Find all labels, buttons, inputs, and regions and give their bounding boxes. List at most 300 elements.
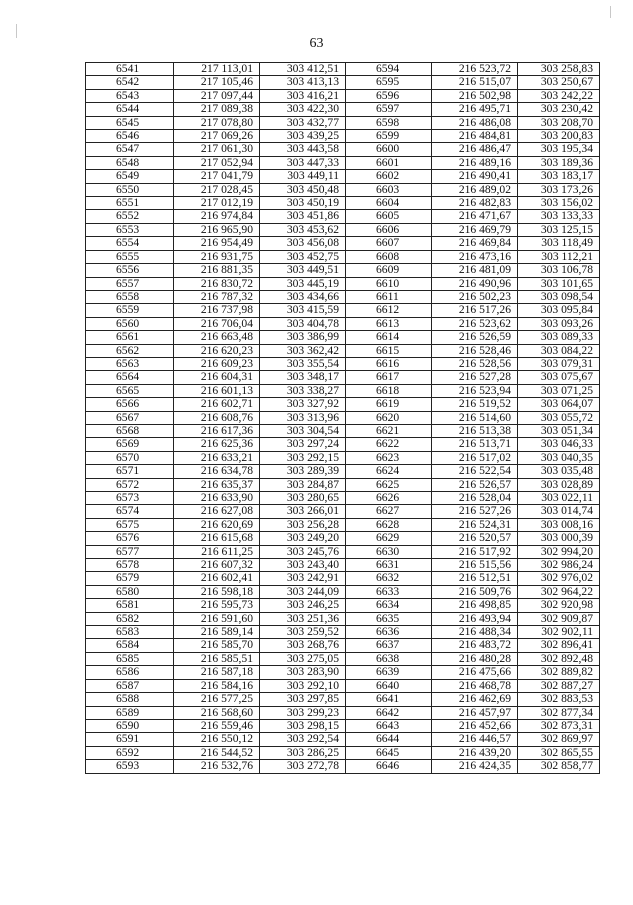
- y-coordinate-cell: 303 304,54: [260, 424, 346, 437]
- y-coordinate-cell: 303 412,51: [260, 63, 346, 76]
- x-coordinate-cell: 216 524,31: [432, 518, 518, 531]
- point-number-cell: 6560: [86, 317, 174, 330]
- x-coordinate-cell: 216 495,71: [432, 103, 518, 116]
- y-coordinate-cell: 303 245,76: [260, 545, 346, 558]
- point-number-cell: 6632: [346, 572, 432, 585]
- point-number-cell: 6572: [86, 478, 174, 491]
- y-coordinate-cell: 302 869,97: [518, 733, 600, 746]
- x-coordinate-cell: 216 532,76: [174, 760, 260, 773]
- table-row: [86, 532, 600, 545]
- x-coordinate-cell: 216 601,13: [174, 384, 260, 397]
- y-coordinate-cell: 303 040,35: [518, 451, 600, 464]
- point-number-cell: 6641: [346, 693, 432, 706]
- x-coordinate-cell: 216 663,48: [174, 331, 260, 344]
- page-number: 63: [309, 36, 324, 51]
- point-number-cell: 6555: [86, 250, 174, 263]
- x-coordinate-cell: 216 462,69: [432, 693, 518, 706]
- point-number-cell: 6564: [86, 371, 174, 384]
- point-number-cell: 6637: [346, 639, 432, 652]
- point-number-cell: 6621: [346, 424, 432, 437]
- y-coordinate-cell: 303 118,49: [518, 237, 600, 250]
- point-number-cell: 6618: [346, 384, 432, 397]
- point-number-cell: 6549: [86, 170, 174, 183]
- y-coordinate-cell: 303 432,77: [260, 116, 346, 129]
- point-number-cell: 6583: [86, 626, 174, 639]
- x-coordinate-cell: 216 513,38: [432, 424, 518, 437]
- point-number-cell: 6595: [346, 76, 432, 89]
- x-coordinate-cell: 216 502,98: [432, 89, 518, 102]
- y-coordinate-cell: 303 298,15: [260, 719, 346, 732]
- table-row: [86, 599, 600, 612]
- x-coordinate-cell: 216 608,76: [174, 411, 260, 424]
- point-number-cell: 6587: [86, 679, 174, 692]
- x-coordinate-cell: 216 498,85: [432, 599, 518, 612]
- point-number-cell: 6644: [346, 733, 432, 746]
- y-coordinate-cell: 303 289,39: [260, 465, 346, 478]
- point-number-cell: 6640: [346, 679, 432, 692]
- table-row: [86, 63, 600, 76]
- y-coordinate-cell: 303 189,36: [518, 156, 600, 169]
- x-coordinate-cell: 216 954,49: [174, 237, 260, 250]
- x-coordinate-cell: 216 974,84: [174, 210, 260, 223]
- table-row: [86, 304, 600, 317]
- y-coordinate-cell: 302 986,24: [518, 559, 600, 572]
- y-coordinate-cell: 303 445,19: [260, 277, 346, 290]
- y-coordinate-cell: 303 327,92: [260, 398, 346, 411]
- y-coordinate-cell: 303 453,62: [260, 223, 346, 236]
- y-coordinate-cell: 303 208,70: [518, 116, 600, 129]
- point-number-cell: 6626: [346, 492, 432, 505]
- x-coordinate-cell: 216 526,59: [432, 331, 518, 344]
- y-coordinate-cell: 303 051,34: [518, 424, 600, 437]
- y-coordinate-cell: 303 434,66: [260, 290, 346, 303]
- point-number-cell: 6608: [346, 250, 432, 263]
- x-coordinate-cell: 216 595,73: [174, 599, 260, 612]
- point-number-cell: 6570: [86, 451, 174, 464]
- x-coordinate-cell: 216 523,62: [432, 317, 518, 330]
- x-coordinate-cell: 216 544,52: [174, 746, 260, 759]
- y-coordinate-cell: 303 125,15: [518, 223, 600, 236]
- y-coordinate-cell: 303 183,17: [518, 170, 600, 183]
- table-row: [86, 545, 600, 558]
- y-coordinate-cell: 303 095,84: [518, 304, 600, 317]
- point-number-cell: 6636: [346, 626, 432, 639]
- table-row: [86, 465, 600, 478]
- x-coordinate-cell: 216 469,84: [432, 237, 518, 250]
- y-coordinate-cell: 303 028,89: [518, 478, 600, 491]
- x-coordinate-cell: 216 483,72: [432, 639, 518, 652]
- x-coordinate-cell: 216 481,09: [432, 264, 518, 277]
- point-number-cell: 6635: [346, 612, 432, 625]
- table-row: [86, 505, 600, 518]
- table-row: [86, 76, 600, 89]
- x-coordinate-cell: 216 881,35: [174, 264, 260, 277]
- table-row: [86, 317, 600, 330]
- table-row: [86, 719, 600, 732]
- y-coordinate-cell: 302 976,02: [518, 572, 600, 585]
- x-coordinate-cell: 216 587,18: [174, 666, 260, 679]
- y-coordinate-cell: 302 896,41: [518, 639, 600, 652]
- x-coordinate-cell: 216 528,56: [432, 357, 518, 370]
- point-number-cell: 6581: [86, 599, 174, 612]
- y-coordinate-cell: 302 994,20: [518, 545, 600, 558]
- scan-mark: [610, 6, 611, 18]
- x-coordinate-cell: 216 589,14: [174, 626, 260, 639]
- x-coordinate-cell: 217 012,19: [174, 197, 260, 210]
- y-coordinate-cell: 303 156,02: [518, 197, 600, 210]
- table-row: [86, 210, 600, 223]
- y-coordinate-cell: 303 447,33: [260, 156, 346, 169]
- y-coordinate-cell: 303 449,51: [260, 264, 346, 277]
- point-number-cell: 6574: [86, 505, 174, 518]
- table-row: [86, 344, 600, 357]
- point-number-cell: 6585: [86, 652, 174, 665]
- x-coordinate-cell: 216 625,36: [174, 438, 260, 451]
- point-number-cell: 6561: [86, 331, 174, 344]
- x-coordinate-cell: 216 519,52: [432, 398, 518, 411]
- y-coordinate-cell: 303 272,78: [260, 760, 346, 773]
- point-number-cell: 6590: [86, 719, 174, 732]
- x-coordinate-cell: 216 512,51: [432, 572, 518, 585]
- x-coordinate-cell: 216 484,81: [432, 130, 518, 143]
- point-number-cell: 6603: [346, 183, 432, 196]
- y-coordinate-cell: 303 098,54: [518, 290, 600, 303]
- y-coordinate-cell: 303 022,11: [518, 492, 600, 505]
- y-coordinate-cell: 303 101,65: [518, 277, 600, 290]
- y-coordinate-cell: 303 449,11: [260, 170, 346, 183]
- y-coordinate-cell: 303 251,36: [260, 612, 346, 625]
- x-coordinate-cell: 217 028,45: [174, 183, 260, 196]
- table-row: [86, 116, 600, 129]
- x-coordinate-cell: 216 615,68: [174, 532, 260, 545]
- y-coordinate-cell: 303 416,21: [260, 89, 346, 102]
- x-coordinate-cell: 216 509,76: [432, 585, 518, 598]
- x-coordinate-cell: 217 105,46: [174, 76, 260, 89]
- table-row: [86, 760, 600, 773]
- y-coordinate-cell: 303 046,33: [518, 438, 600, 451]
- x-coordinate-cell: 216 473,16: [432, 250, 518, 263]
- x-coordinate-cell: 216 591,60: [174, 612, 260, 625]
- y-coordinate-cell: 303 242,91: [260, 572, 346, 585]
- x-coordinate-cell: 216 439,20: [432, 746, 518, 759]
- point-number-cell: 6639: [346, 666, 432, 679]
- point-number-cell: 6620: [346, 411, 432, 424]
- x-coordinate-cell: 216 611,25: [174, 545, 260, 558]
- table-row: [86, 237, 600, 250]
- y-coordinate-cell: 303 089,33: [518, 331, 600, 344]
- table-row: [86, 89, 600, 102]
- x-coordinate-cell: 216 602,41: [174, 572, 260, 585]
- x-coordinate-cell: 216 502,23: [432, 290, 518, 303]
- table-row: [86, 290, 600, 303]
- point-number-cell: 6542: [86, 76, 174, 89]
- point-number-cell: 6558: [86, 290, 174, 303]
- x-coordinate-cell: 216 528,46: [432, 344, 518, 357]
- x-coordinate-cell: 217 061,30: [174, 143, 260, 156]
- y-coordinate-cell: 303 200,83: [518, 130, 600, 143]
- x-coordinate-cell: 216 522,54: [432, 465, 518, 478]
- y-coordinate-cell: 303 250,67: [518, 76, 600, 89]
- point-number-cell: 6643: [346, 719, 432, 732]
- point-number-cell: 6571: [86, 465, 174, 478]
- y-coordinate-cell: 303 071,25: [518, 384, 600, 397]
- y-coordinate-cell: 303 275,05: [260, 652, 346, 665]
- point-number-cell: 6625: [346, 478, 432, 491]
- table-row: [86, 103, 600, 116]
- point-number-cell: 6634: [346, 599, 432, 612]
- y-coordinate-cell: 303 112,21: [518, 250, 600, 263]
- point-number-cell: 6615: [346, 344, 432, 357]
- point-number-cell: 6623: [346, 451, 432, 464]
- point-number-cell: 6646: [346, 760, 432, 773]
- y-coordinate-cell: 303 355,54: [260, 357, 346, 370]
- y-coordinate-cell: 303 313,96: [260, 411, 346, 424]
- x-coordinate-cell: 216 475,66: [432, 666, 518, 679]
- point-number-cell: 6645: [346, 746, 432, 759]
- point-number-cell: 6577: [86, 545, 174, 558]
- x-coordinate-cell: 216 513,71: [432, 438, 518, 451]
- table-row: [86, 652, 600, 665]
- y-coordinate-cell: 303 292,54: [260, 733, 346, 746]
- table-row: [86, 693, 600, 706]
- x-coordinate-cell: 216 787,32: [174, 290, 260, 303]
- point-number-cell: 6599: [346, 130, 432, 143]
- x-coordinate-cell: 216 452,66: [432, 719, 518, 732]
- point-number-cell: 6591: [86, 733, 174, 746]
- point-number-cell: 6630: [346, 545, 432, 558]
- point-number-cell: 6614: [346, 331, 432, 344]
- x-coordinate-cell: 216 446,57: [432, 733, 518, 746]
- table-row: [86, 156, 600, 169]
- table-row: [86, 706, 600, 719]
- point-number-cell: 6609: [346, 264, 432, 277]
- point-number-cell: 6554: [86, 237, 174, 250]
- table-row: [86, 451, 600, 464]
- point-number-cell: 6573: [86, 492, 174, 505]
- table-row: [86, 223, 600, 236]
- y-coordinate-cell: 303 000,39: [518, 532, 600, 545]
- x-coordinate-cell: 216 526,57: [432, 478, 518, 491]
- point-number-cell: 6598: [346, 116, 432, 129]
- point-number-cell: 6588: [86, 693, 174, 706]
- y-coordinate-cell: 303 246,25: [260, 599, 346, 612]
- point-number-cell: 6642: [346, 706, 432, 719]
- point-number-cell: 6580: [86, 585, 174, 598]
- point-number-cell: 6576: [86, 532, 174, 545]
- point-number-cell: 6628: [346, 518, 432, 531]
- x-coordinate-cell: 216 514,60: [432, 411, 518, 424]
- y-coordinate-cell: 303 106,78: [518, 264, 600, 277]
- y-coordinate-cell: 303 084,22: [518, 344, 600, 357]
- x-coordinate-cell: 216 550,12: [174, 733, 260, 746]
- point-number-cell: 6584: [86, 639, 174, 652]
- x-coordinate-cell: 216 515,56: [432, 559, 518, 572]
- point-number-cell: 6579: [86, 572, 174, 585]
- point-number-cell: 6565: [86, 384, 174, 397]
- x-coordinate-cell: 216 523,94: [432, 384, 518, 397]
- table-row: [86, 250, 600, 263]
- y-coordinate-cell: 303 075,67: [518, 371, 600, 384]
- table-row: [86, 639, 600, 652]
- y-coordinate-cell: 303 415,59: [260, 304, 346, 317]
- y-coordinate-cell: 303 404,78: [260, 317, 346, 330]
- point-number-cell: 6592: [86, 746, 174, 759]
- table-row: [86, 612, 600, 625]
- x-coordinate-cell: 217 097,44: [174, 89, 260, 102]
- y-coordinate-cell: 302 920,98: [518, 599, 600, 612]
- y-coordinate-cell: 303 133,33: [518, 210, 600, 223]
- y-coordinate-cell: 303 259,52: [260, 626, 346, 639]
- point-number-cell: 6596: [346, 89, 432, 102]
- point-number-cell: 6553: [86, 223, 174, 236]
- point-number-cell: 6582: [86, 612, 174, 625]
- y-coordinate-cell: 303 243,40: [260, 559, 346, 572]
- y-coordinate-cell: 303 230,42: [518, 103, 600, 116]
- x-coordinate-cell: 217 052,94: [174, 156, 260, 169]
- y-coordinate-cell: 302 877,34: [518, 706, 600, 719]
- y-coordinate-cell: 303 258,83: [518, 63, 600, 76]
- x-coordinate-cell: 216 490,41: [432, 170, 518, 183]
- x-coordinate-cell: 216 480,28: [432, 652, 518, 665]
- y-coordinate-cell: 303 292,15: [260, 451, 346, 464]
- x-coordinate-cell: 216 584,16: [174, 679, 260, 692]
- x-coordinate-cell: 216 931,75: [174, 250, 260, 263]
- y-coordinate-cell: 302 873,31: [518, 719, 600, 732]
- y-coordinate-cell: 302 858,77: [518, 760, 600, 773]
- table-row: [86, 170, 600, 183]
- table-row: [86, 559, 600, 572]
- y-coordinate-cell: 302 887,27: [518, 679, 600, 692]
- point-number-cell: 6600: [346, 143, 432, 156]
- table-row: [86, 733, 600, 746]
- table-row: [86, 424, 600, 437]
- y-coordinate-cell: 303 079,31: [518, 357, 600, 370]
- table-row: [86, 264, 600, 277]
- y-coordinate-cell: 303 297,85: [260, 693, 346, 706]
- x-coordinate-cell: 216 617,36: [174, 424, 260, 437]
- x-coordinate-cell: 216 585,70: [174, 639, 260, 652]
- point-number-cell: 6638: [346, 652, 432, 665]
- point-number-cell: 6629: [346, 532, 432, 545]
- table-row: [86, 492, 600, 505]
- y-coordinate-cell: 303 439,25: [260, 130, 346, 143]
- point-number-cell: 6548: [86, 156, 174, 169]
- y-coordinate-cell: 302 902,11: [518, 626, 600, 639]
- y-coordinate-cell: 303 422,30: [260, 103, 346, 116]
- y-coordinate-cell: 303 195,34: [518, 143, 600, 156]
- x-coordinate-cell: 217 069,26: [174, 130, 260, 143]
- y-coordinate-cell: 303 443,58: [260, 143, 346, 156]
- x-coordinate-cell: 216 486,08: [432, 116, 518, 129]
- y-coordinate-cell: 302 889,82: [518, 666, 600, 679]
- x-coordinate-cell: 216 471,67: [432, 210, 518, 223]
- x-coordinate-cell: 216 488,34: [432, 626, 518, 639]
- point-number-cell: 6589: [86, 706, 174, 719]
- point-number-cell: 6601: [346, 156, 432, 169]
- point-number-cell: 6568: [86, 424, 174, 437]
- point-number-cell: 6616: [346, 357, 432, 370]
- x-coordinate-cell: 216 965,90: [174, 223, 260, 236]
- point-number-cell: 6586: [86, 666, 174, 679]
- x-coordinate-cell: 216 585,51: [174, 652, 260, 665]
- x-coordinate-cell: 216 528,04: [432, 492, 518, 505]
- y-coordinate-cell: 303 093,26: [518, 317, 600, 330]
- table-row: [86, 277, 600, 290]
- x-coordinate-cell: 216 468,78: [432, 679, 518, 692]
- x-coordinate-cell: 216 517,02: [432, 451, 518, 464]
- table-row: [86, 411, 600, 424]
- y-coordinate-cell: 303 249,20: [260, 532, 346, 545]
- point-number-cell: 6622: [346, 438, 432, 451]
- table-row: [86, 143, 600, 156]
- x-coordinate-cell: 216 517,26: [432, 304, 518, 317]
- point-number-cell: 6633: [346, 585, 432, 598]
- x-coordinate-cell: 216 489,16: [432, 156, 518, 169]
- y-coordinate-cell: 303 173,26: [518, 183, 600, 196]
- point-number-cell: 6631: [346, 559, 432, 572]
- table-row: [86, 572, 600, 585]
- point-number-cell: 6593: [86, 760, 174, 773]
- y-coordinate-cell: 303 266,01: [260, 505, 346, 518]
- x-coordinate-cell: 216 627,08: [174, 505, 260, 518]
- point-number-cell: 6627: [346, 505, 432, 518]
- x-coordinate-cell: 216 633,21: [174, 451, 260, 464]
- table-row: [86, 518, 600, 531]
- y-coordinate-cell: 303 035,48: [518, 465, 600, 478]
- point-number-cell: 6545: [86, 116, 174, 129]
- x-coordinate-cell: 216 598,18: [174, 585, 260, 598]
- table-row: [86, 398, 600, 411]
- x-coordinate-cell: 216 457,97: [432, 706, 518, 719]
- y-coordinate-cell: 303 055,72: [518, 411, 600, 424]
- x-coordinate-cell: 216 634,78: [174, 465, 260, 478]
- point-number-cell: 6605: [346, 210, 432, 223]
- y-coordinate-cell: 303 244,09: [260, 585, 346, 598]
- x-coordinate-cell: 216 830,72: [174, 277, 260, 290]
- table-row: [86, 371, 600, 384]
- point-number-cell: 6550: [86, 183, 174, 196]
- table-row: [86, 626, 600, 639]
- y-coordinate-cell: 303 451,86: [260, 210, 346, 223]
- table-row: [86, 183, 600, 196]
- point-number-cell: 6547: [86, 143, 174, 156]
- point-number-cell: 6551: [86, 197, 174, 210]
- y-coordinate-cell: 303 064,07: [518, 398, 600, 411]
- x-coordinate-cell: 216 424,35: [432, 760, 518, 773]
- y-coordinate-cell: 303 450,48: [260, 183, 346, 196]
- y-coordinate-cell: 303 283,90: [260, 666, 346, 679]
- point-number-cell: 6562: [86, 344, 174, 357]
- x-coordinate-cell: 217 113,01: [174, 63, 260, 76]
- point-number-cell: 6563: [86, 357, 174, 370]
- point-number-cell: 6566: [86, 398, 174, 411]
- x-coordinate-cell: 216 607,32: [174, 559, 260, 572]
- x-coordinate-cell: 216 633,90: [174, 492, 260, 505]
- table-row: [86, 357, 600, 370]
- coordinates-table: [85, 62, 600, 774]
- x-coordinate-cell: 216 517,92: [432, 545, 518, 558]
- y-coordinate-cell: 303 284,87: [260, 478, 346, 491]
- point-number-cell: 6541: [86, 63, 174, 76]
- point-number-cell: 6597: [346, 103, 432, 116]
- x-coordinate-cell: 216 635,37: [174, 478, 260, 491]
- y-coordinate-cell: 303 297,24: [260, 438, 346, 451]
- table-row: [86, 331, 600, 344]
- point-number-cell: 6607: [346, 237, 432, 250]
- y-coordinate-cell: 303 450,19: [260, 197, 346, 210]
- table-row: [86, 746, 600, 759]
- point-number-cell: 6611: [346, 290, 432, 303]
